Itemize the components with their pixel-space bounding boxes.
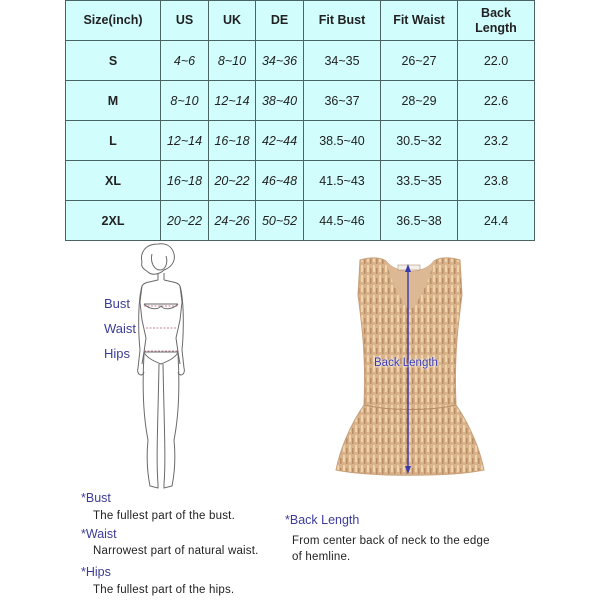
cell-de: 42~44 bbox=[256, 121, 304, 161]
table-row bbox=[66, 41, 535, 81]
cell-fit-waist: 30.5~32 bbox=[381, 121, 458, 161]
cell-uk: 8~10 bbox=[209, 41, 256, 81]
cell-back-length: 22.0 bbox=[458, 41, 535, 81]
cell-fit-waist: 36.5~38 bbox=[381, 201, 458, 241]
table-row bbox=[66, 161, 535, 201]
cell-us: 4~6 bbox=[161, 41, 209, 81]
cell-de: 46~48 bbox=[256, 161, 304, 201]
cell-size: M bbox=[66, 81, 161, 121]
garment-photo bbox=[330, 255, 490, 480]
cell-fit-bust: 44.5~46 bbox=[304, 201, 381, 241]
cell-de: 34~36 bbox=[256, 41, 304, 81]
header-back-line1: Back bbox=[481, 5, 511, 20]
cell-size: S bbox=[66, 41, 161, 81]
cell-size: XL bbox=[66, 161, 161, 201]
cell-size: L bbox=[66, 121, 161, 161]
cell-uk: 16~18 bbox=[209, 121, 256, 161]
note-back-length-desc-2: of hemline. bbox=[292, 551, 351, 563]
cell-fit-bust: 36~37 bbox=[304, 81, 381, 121]
header-back-line2: Length bbox=[475, 20, 517, 35]
cell-back-length: 24.4 bbox=[458, 201, 535, 241]
cell-uk: 20~22 bbox=[209, 161, 256, 201]
size-chart-table bbox=[65, 0, 535, 241]
cell-us: 8~10 bbox=[161, 81, 209, 121]
note-bust-title: *Bust bbox=[81, 491, 111, 505]
cell-us: 20~22 bbox=[161, 201, 209, 241]
table-row bbox=[66, 201, 535, 241]
cell-us: 12~14 bbox=[161, 121, 209, 161]
note-bust-desc: The fullest part of the bust. bbox=[93, 510, 235, 522]
cell-back-length: 23.2 bbox=[458, 121, 535, 161]
note-back-length-desc-1: From center back of neck to the edge bbox=[292, 535, 490, 547]
cell-de: 50~52 bbox=[256, 201, 304, 241]
header-fit-bust: Fit Bust bbox=[304, 1, 381, 41]
cell-fit-bust: 34~35 bbox=[304, 41, 381, 81]
note-waist-title: *Waist bbox=[81, 527, 117, 541]
cell-back-length: 22.6 bbox=[458, 81, 535, 121]
cell-us: 16~18 bbox=[161, 161, 209, 201]
note-back-length-title: *Back Length bbox=[285, 513, 360, 527]
back-length-overlay-label: Back Length bbox=[374, 357, 438, 369]
note-waist-desc: Narrowest part of natural waist. bbox=[93, 545, 259, 557]
cell-size: 2XL bbox=[66, 201, 161, 241]
cell-fit-waist: 26~27 bbox=[381, 41, 458, 81]
header-us: US bbox=[161, 1, 209, 41]
body-figure bbox=[60, 240, 260, 495]
header-back-length bbox=[458, 1, 535, 41]
table-row bbox=[66, 81, 535, 121]
figure-label-bust: Bust bbox=[104, 296, 131, 311]
header-fit-waist: Fit Waist bbox=[381, 1, 458, 41]
table-row bbox=[66, 121, 535, 161]
header-de: DE bbox=[256, 1, 304, 41]
cell-fit-waist: 33.5~35 bbox=[381, 161, 458, 201]
cell-de: 38~40 bbox=[256, 81, 304, 121]
table-header-row bbox=[66, 1, 535, 41]
cell-uk: 24~26 bbox=[209, 201, 256, 241]
note-hips-title: *Hips bbox=[81, 565, 111, 579]
header-size: Size(inch) bbox=[66, 1, 161, 41]
body-outline-illustration bbox=[60, 240, 260, 495]
header-uk: UK bbox=[209, 1, 256, 41]
cell-fit-waist: 28~29 bbox=[381, 81, 458, 121]
cell-uk: 12~14 bbox=[209, 81, 256, 121]
note-hips-desc: The fullest part of the hips. bbox=[93, 584, 235, 596]
figure-label-waist: Waist bbox=[104, 321, 137, 336]
cell-back-length: 23.8 bbox=[458, 161, 535, 201]
cell-fit-bust: 38.5~40 bbox=[304, 121, 381, 161]
cell-fit-bust: 41.5~43 bbox=[304, 161, 381, 201]
figure-label-hips: Hips bbox=[104, 346, 131, 361]
